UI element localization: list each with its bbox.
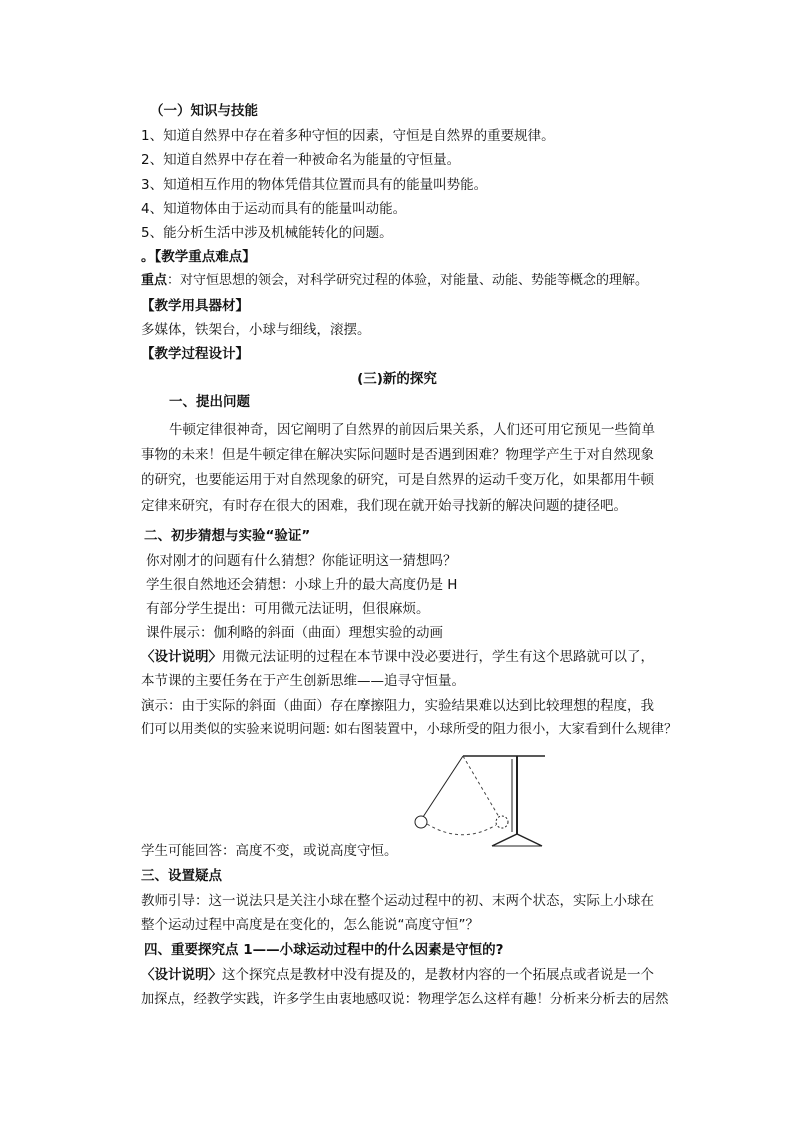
- key-points-heading: 。【教学重点难点】: [141, 249, 256, 265]
- knowledge-item: 5、能分析生活中涉及机械能转化的问题。: [141, 225, 393, 241]
- materials-heading: 【教学用具器材】: [141, 298, 249, 314]
- pendulum-ball-left: [415, 816, 427, 828]
- design-note-line: 本节课的主要任务在于产生创新思维——追寻守恒量。: [141, 673, 465, 689]
- key-points-label: 重点: [141, 273, 168, 288]
- materials-text: 多媒体，铁架台，小球与细线，滚摆。: [141, 322, 371, 338]
- part4-design-note: [141, 966, 654, 984]
- part2-line: 你对刚才的问题有什么猜想？你能证明这一猜想吗？: [146, 553, 457, 569]
- part4-design-text: 这个探究点是教材中没有提及的，是教材内容的一个拓展点或者说是一个: [222, 967, 654, 983]
- design-note: [141, 648, 654, 666]
- part4-line: 加探点，经教学实践，许多学生由衷地感叹说：物理学怎么这样有趣！分析来分析去的居然: [141, 992, 669, 1007]
- demo-line: 演示：由于实际的斜面（曲面）存在摩擦阻力，实验结果难以达到比较理想的程度，我: [141, 698, 654, 714]
- part2-heading: 二、初步猜想与实验“验证”: [144, 528, 311, 544]
- part2-line: 学生很自然地还会猜想：小球上升的最大高度仍是 H: [146, 577, 458, 593]
- part1-paragraph-line: 定律来研究，有时存在很大的困难，我们现在就开始寻找新的解决问题的捷径吧。: [141, 498, 627, 514]
- knowledge-item: 4、知道物体由于运动而具有的能量叫动能。: [141, 201, 407, 217]
- part3-heading: 三、设置疑点: [141, 868, 222, 884]
- student-answer: 学生可能回答：高度不变，或说高度守恒。: [141, 843, 398, 859]
- pendulum-diagram: [410, 750, 560, 850]
- part1-heading: 一、提出问题: [169, 394, 250, 410]
- demo-line: 们可以用类似的实验来说明问题: 如右图装置中，小球所受的阻力很小，大家看到什么规律？: [141, 722, 678, 737]
- key-points-text: [141, 272, 648, 290]
- section1-heading: （一）知识与技能: [150, 103, 258, 119]
- part1-paragraph-line: 的研究，也要能运用于对自然现象的研究，可是自然界的运动千变万化，如果都用牛顿: [141, 472, 654, 488]
- part4-heading: 四、重要探究点 1——小球运动过程中的什么因素是守恒的?: [144, 942, 504, 958]
- new-inquiry-title: (三)新的探究: [357, 371, 437, 387]
- part1-paragraph-line: 牛顿定律很神奇，因它阐明了自然界的前因后果关系，人们还可用它预见一些简单: [169, 422, 655, 438]
- part3-line: 整个运动过程中高度是在变化的，怎么能说“高度守恒”？: [141, 917, 479, 933]
- knowledge-item: 1、知道自然界中存在着多种守恒的因素，守恒是自然界的重要规律。: [141, 128, 555, 144]
- knowledge-item: 3、知道相互作用的物体凭借其位置而具有的能量叫势能。: [141, 177, 488, 193]
- knowledge-item: 2、知道自然界中存在着一种被命名为能量的守恒量。: [141, 152, 461, 168]
- part1-paragraph-line: 事物的未来！但是牛顿定律在解决实际问题时是否遇到困难？物理学产生于对自然现象: [141, 447, 654, 463]
- part2-line: 课件展示：伽利略的斜面（曲面）理想实验的动画: [146, 625, 443, 641]
- part2-line: 有部分学生提出：可用微元法证明，但很麻烦。: [146, 601, 430, 617]
- design-note-label: 〈设计说明〉: [141, 649, 222, 665]
- part4-design-label: 〈设计说明〉: [141, 967, 222, 983]
- process-heading: 【教学过程设计】: [141, 346, 249, 362]
- key-points-body: ：对守恒思想的领会，对科学研究过程的体验，对能量、动能、势能等概念的理解。: [167, 273, 649, 288]
- design-note-text: 用微元法证明的过程在本节课中没必要进行，学生有这个思路就可以了，: [222, 649, 654, 665]
- part3-line: 教师引导：这一说法只是关注小球在整个运动过程中的初、末两个状态，实际上小球在: [141, 893, 654, 909]
- pendulum-ball-right: [496, 816, 508, 828]
